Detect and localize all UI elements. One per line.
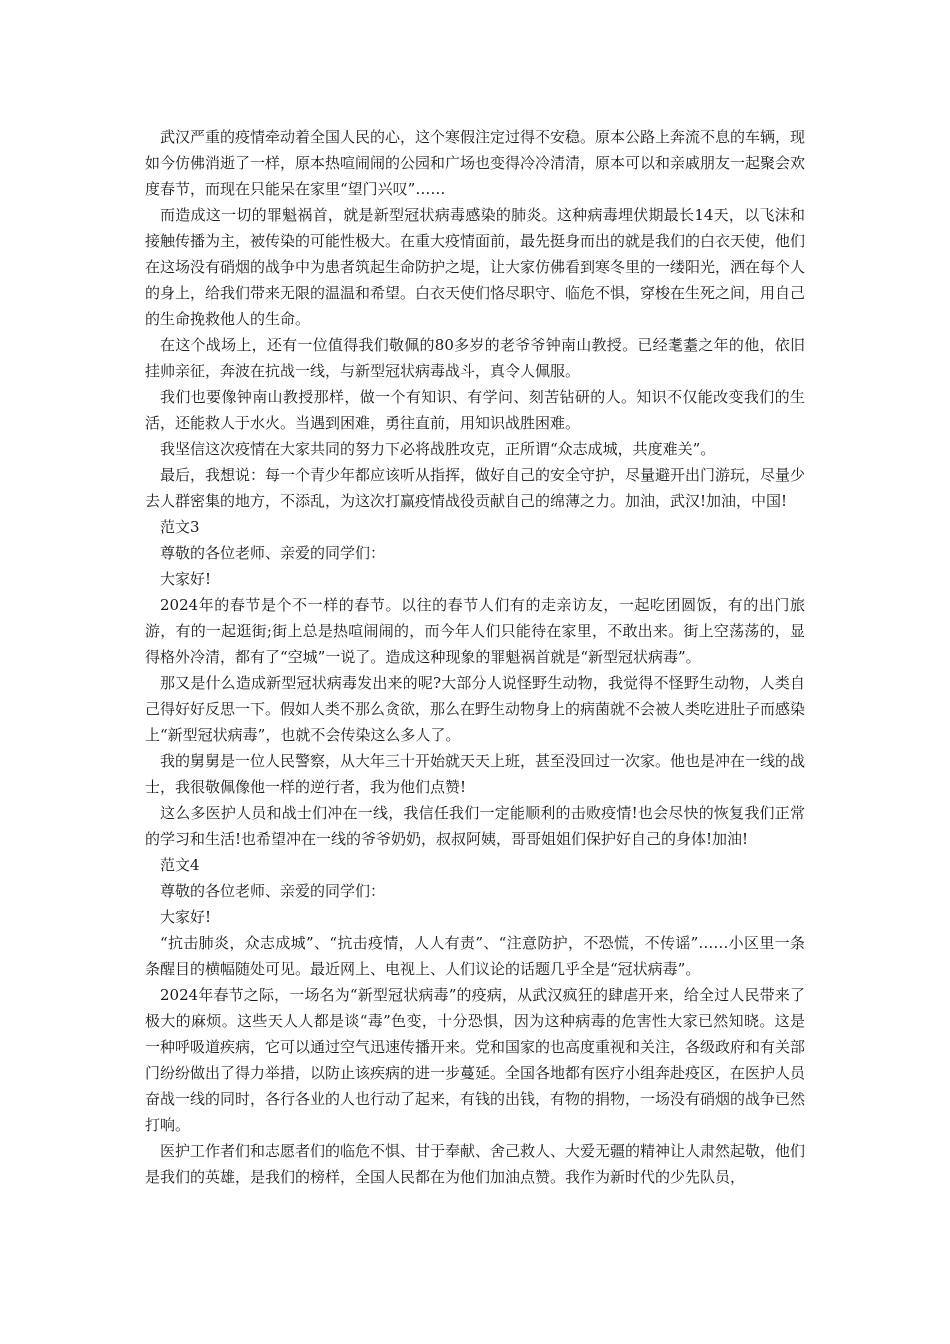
- salutation: 尊敬的各位老师、亲爱的同学们：: [160, 882, 386, 900]
- paragraph: “抗击肺炎，众志成城”、“抗击疫情，人人有责”、“注意防护，不恐慌，不传谣”……小区里一条条醒目的横幅随处可见。最近网上、电视上、人们议论的话题几乎全是“冠状病毒”。: [145, 934, 805, 978]
- section-heading: 范文4: [160, 856, 200, 874]
- paragraph: 这么多医护人员和战士们冲在一线，我信任我们一定能顺利的击败疫情!也会尽快的恢复我们正常的学习和生活!也希望冲在一线的爷爷奶奶，叔叔阿姨，哥哥姐姐们保护好自己的身体!加油!: [145, 804, 805, 848]
- greeting: 大家好!: [160, 570, 212, 588]
- paragraph: 在这个战场上，还有一位值得我们敬佩的80多岁的老爷爷钟南山教授。已经耄耋之年的他，依旧挂帅亲征，奔波在抗战一线，与新型冠状病毒战斗，真令人佩服。: [145, 336, 805, 380]
- salutation: 尊敬的各位老师、亲爱的同学们：: [160, 544, 386, 562]
- paragraph: 2024年的春节是个不一样的春节。以往的春节人们有的走亲访友，一起吃团圆饭，有的出门旅游，有的一起逛街;街上总是热喧闹闹的，而今年人们只能待在家里，不敢出来。街上空荡荡的，显得格外冷清，都有了“空城”一说了。造成这种现象的罪魁祸首就是“新型冠状病毒”。: [145, 596, 805, 666]
- paragraph: 而造成这一切的罪魁祸首，就是新型冠状病毒感染的肺炎。这种病毒埋伏期最长14天，以飞沫和接触传播为主，被传染的可能性极大。在重大疫情面前，最先挺身而出的就是我们的白衣天使，他们在这场没有硝烟的战争中为患者筑起生命防护之堤，让大家仿佛看到寒冬里的一缕阳光，洒在每个人的身上，给我们带来无限的温温和希望。白衣天使们恪尽职守、临危不惧，穿梭在生死之间，用自己的生命挽救他人的生命。: [145, 206, 806, 328]
- paragraph: 我的舅舅是一位人民警察，从大年三十开始就天天上班，甚至没回过一次家。他也是冲在一线的战士，我很敬佩像他一样的逆行者，我为他们点赞!: [145, 752, 806, 796]
- paragraph: 我坚信这次疫情在大家共同的努力下必将战胜攻克，正所谓“众志成城，共度难关”。: [160, 440, 716, 458]
- greeting: 大家好!: [160, 908, 212, 926]
- document-body: [145, 124, 805, 1190]
- paragraph: 2024年春节之际，一场名为“新型冠状病毒”的疫病，从武汉疯狂的肆虐开来，给全过人民带来了极大的麻烦。这些天人人都是谈“毒”色变，十分恐惧，因为这种病毒的危害性大家已然知晓。这是一种呼吸道疾病，它可以通过空气迅速传播开来。党和国家的也高度重视和关注，各级政府和有关部门纷纷做出了得力举措，以防止该疾病的进一步蔓延。全国各地都有医疗小组奔赴疫区，在医护人员奋战一线的同时，各行各业的人也行动了起来，有钱的出钱，有物的捐物，一场没有硝烟的战争已然打响。: [145, 986, 806, 1134]
- paragraph: 武汉严重的疫情牵动着全国人民的心，这个寒假注定过得不安稳。原本公路上奔流不息的车辆，现如今仿佛消逝了一样，原本热喧闹闹的公园和广场也变得冷冷清清，原本可以和亲戚朋友一起聚会欢度春节，而现在只能呆在家里“望门兴叹”……: [145, 128, 806, 198]
- section-heading: 范文3: [160, 518, 200, 536]
- paragraph: 我们也要像钟南山教授那样，做一个有知识、有学问、刻苦钻研的人。知识不仅能改变我们的生活，还能救人于水火。当遇到困难，勇往直前，用知识战胜困难。: [145, 388, 805, 432]
- paragraph: 那又是什么造成新型冠状病毒发出来的呢?大部分人说怪野生动物，我觉得不怪野生动物，人类自己得好好反思一下。假如人类不那么贪欲，那么在野生动物身上的病菌就不会被人类吃进肚子而感染上“新型冠状病毒”，也就不会传染这么多人了。: [145, 674, 806, 744]
- paragraph: 最后，我想说：每一个青少年都应该听从指挥，做好自己的安全守护，尽量避开出门游玩，尽量少去人群密集的地方，不添乱，为这次打赢疫情战役贡献自己的绵薄之力。加油，武汉!加油，中国!: [145, 466, 806, 510]
- paragraph: 医护工作者们和志愿者们的临危不惧、甘于奉献、舍己救人、大爱无疆的精神让人肃然起敬，他们是我们的英雄，是我们的榜样，全国人民都在为他们加油点赞。我作为新时代的少先队员，: [145, 1142, 806, 1186]
